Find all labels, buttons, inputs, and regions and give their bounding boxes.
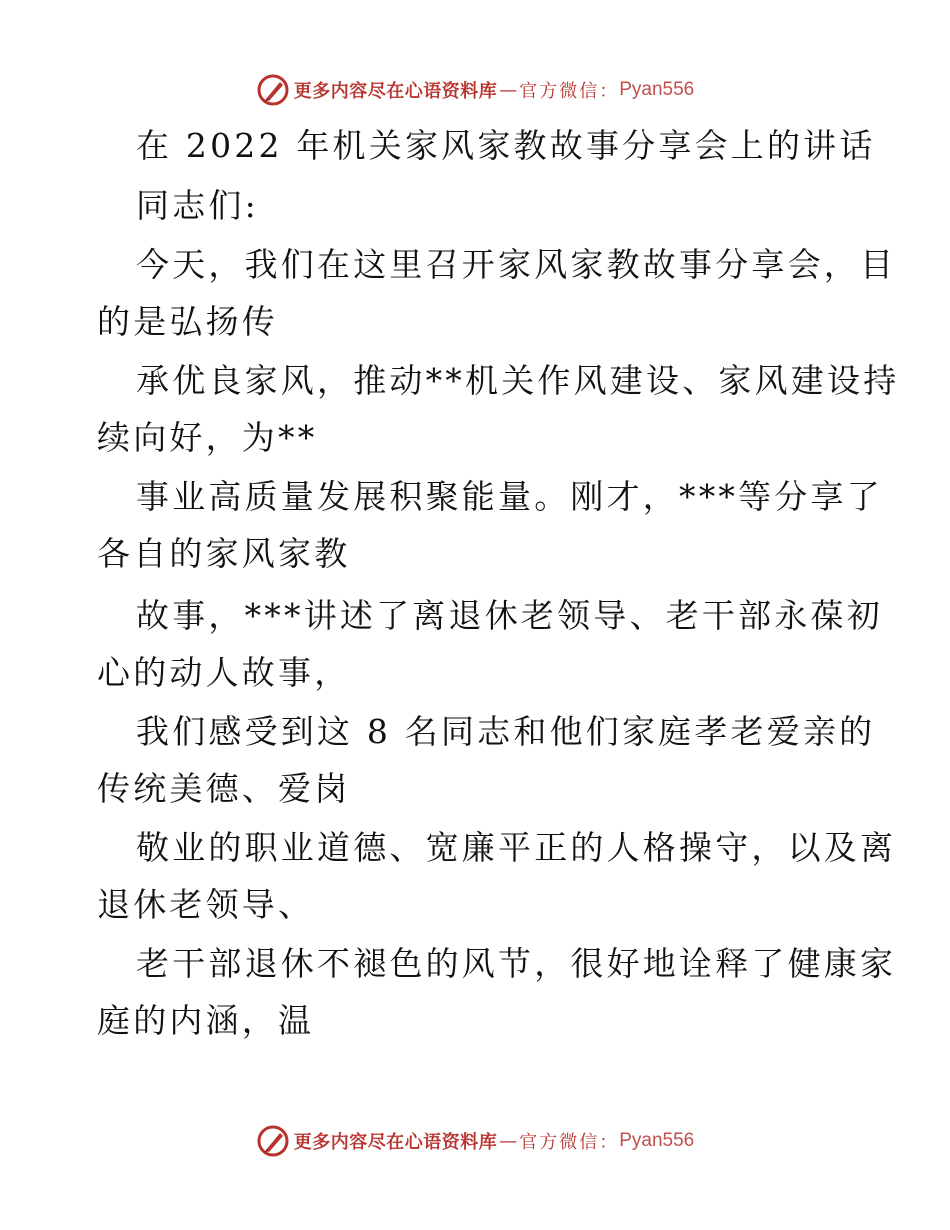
header-watermark	[0, 70, 950, 110]
paragraph-line: 我们感受到这 8 名同志和他们家庭孝老爱亲的	[136, 712, 876, 751]
paragraph-line: 承优良家风，推动**机关作风建设、家风建设持	[136, 361, 900, 400]
watermark-main-text: 更多内容尽在心语资料库	[293, 81, 498, 102]
paragraph-line: 事业高质量发展积聚能量。刚才，***等分享了	[136, 477, 883, 516]
watermark-separator: —	[499, 1130, 518, 1152]
paragraph-line: 传统美德、爱岗	[97, 769, 351, 808]
watermark-separator: —	[499, 79, 518, 101]
quill-pen-circle-icon	[256, 1124, 290, 1158]
paragraph-line: 各自的家风家教	[97, 534, 351, 573]
paragraph-line: 庭的内涵，温	[97, 1001, 315, 1040]
watermark-label: 官方微信：	[519, 81, 620, 102]
paragraph-line: 敬业的职业道德、宽廉平正的人格操守，以及离	[136, 828, 897, 867]
paragraph-line: 续向好，为**	[97, 418, 318, 457]
quill-pen-circle-icon	[256, 73, 290, 107]
document-title: 在 2022 年机关家风家教故事分享会上的讲话	[136, 126, 876, 165]
paragraph-line: 今天，我们在这里召开家风家教故事分享会，目	[136, 245, 897, 284]
watermark-label: 官方微信：	[519, 1132, 620, 1153]
footer-watermark	[0, 1121, 950, 1161]
watermark-main-text: 更多内容尽在心语资料库	[293, 1132, 498, 1153]
paragraph-line: 退休老领导、	[97, 885, 315, 924]
paragraph-line: 心的动人故事，	[97, 653, 351, 692]
paragraph-line: 的是弘扬传	[97, 302, 278, 341]
watermark-wechat-id: Pyan556	[619, 79, 695, 100]
paragraph-line: 老干部退休不褪色的风节，很好地诠释了健康家	[136, 944, 897, 983]
salutation: 同志们:	[136, 186, 259, 225]
paragraph-line: 故事，***讲述了离退休老领导、老干部永葆初	[136, 596, 883, 635]
watermark-wechat-id: Pyan556	[619, 1130, 695, 1151]
